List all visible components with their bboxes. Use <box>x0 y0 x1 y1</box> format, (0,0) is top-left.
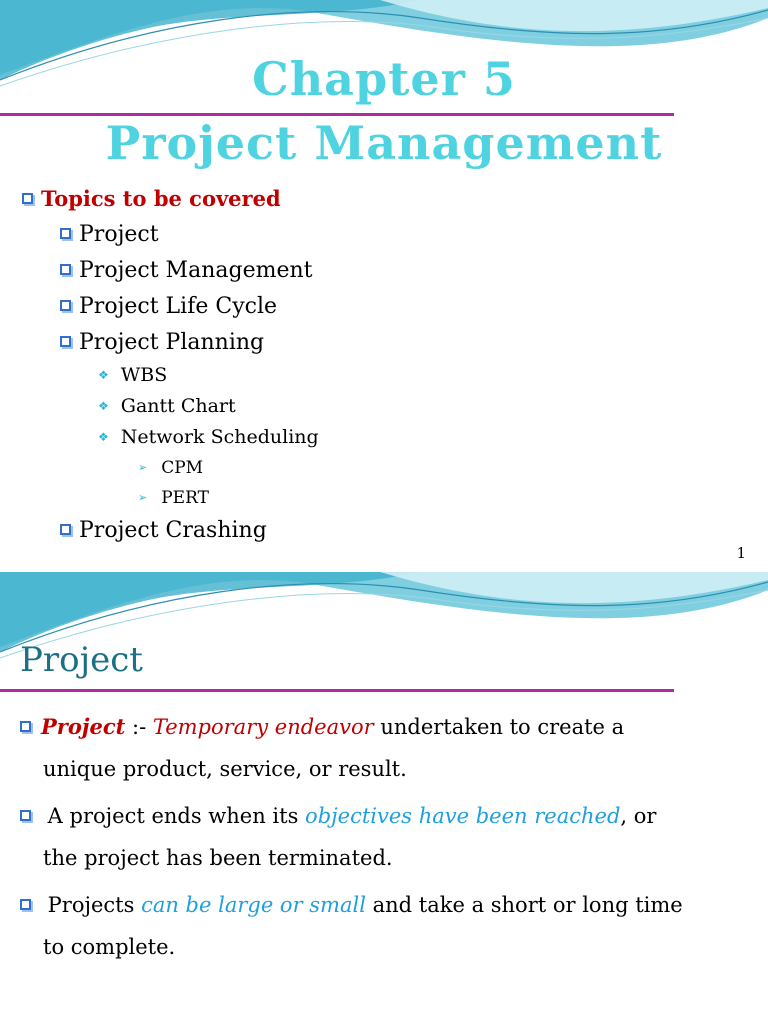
square-bullet-icon <box>20 899 31 910</box>
end-paragraph <box>20 795 736 879</box>
size-paragraph <box>20 884 736 968</box>
square-bullet-icon <box>60 300 71 311</box>
square-bullet-icon <box>60 228 71 239</box>
list-item <box>60 518 267 543</box>
diamond-bullet-icon: ❖ <box>98 368 109 382</box>
slide-title: Project <box>20 640 143 680</box>
chapter-subtitle: Project Management <box>105 116 663 170</box>
square-bullet-icon <box>22 193 33 204</box>
highlight-text: objectives have been reached <box>305 804 621 828</box>
list-item <box>60 294 277 319</box>
topics-heading-row <box>22 186 281 211</box>
sub-list-item <box>98 426 319 448</box>
sub-sub-list-item-label: CPM <box>161 458 204 478</box>
list-item-label: Project Planning <box>79 330 265 355</box>
diamond-bullet-icon: ❖ <box>98 430 109 444</box>
term-definition: Temporary endeavor <box>152 715 374 739</box>
list-item-label: Project Life Cycle <box>79 294 277 319</box>
paragraph-text: unique product, service, or result. <box>43 757 407 781</box>
paragraph-text: and take a short or long time <box>365 893 683 917</box>
sub-list-item-label: Gantt Chart <box>120 395 236 417</box>
list-item <box>60 330 264 355</box>
paragraph-text: the project has been terminated. <box>43 846 393 870</box>
definition-paragraph <box>20 706 736 790</box>
arrow-bullet-icon: ➢ <box>138 461 148 474</box>
term-project: Project <box>41 714 126 739</box>
arrow-bullet-icon: ➢ <box>138 491 148 504</box>
list-item-label: Project <box>79 222 159 247</box>
highlight-text: can be large or small <box>141 893 366 917</box>
square-bullet-icon <box>60 336 71 347</box>
topics-heading: Topics to be covered <box>41 186 281 211</box>
list-item <box>60 222 159 247</box>
sub-list-item <box>98 395 236 417</box>
title-divider <box>0 689 674 692</box>
sub-list-item <box>98 364 167 386</box>
list-item-label: Project Crashing <box>79 518 267 543</box>
sub-sub-list-item-label: PERT <box>161 488 209 508</box>
chapter-title: Chapter 5 <box>252 52 516 106</box>
square-bullet-icon <box>20 721 31 732</box>
paragraph-text: Projects <box>41 893 142 917</box>
sub-sub-list-item <box>138 488 209 508</box>
paragraph-text: to complete. <box>43 935 176 959</box>
paragraph-text: A project ends when its <box>41 804 306 828</box>
page-number: 1 <box>736 544 746 562</box>
diamond-bullet-icon: ❖ <box>98 399 109 413</box>
square-bullet-icon <box>60 524 71 535</box>
separator: :- <box>125 715 153 739</box>
sub-list-item-label: Network Scheduling <box>120 426 319 448</box>
paragraph-text: , or <box>620 804 657 828</box>
list-item-label: Project Management <box>79 258 313 283</box>
square-bullet-icon <box>20 810 31 821</box>
list-item <box>60 258 312 283</box>
square-bullet-icon <box>60 264 71 275</box>
paragraph-text: undertaken to create a <box>373 715 625 739</box>
sub-list-item-label: WBS <box>120 364 168 386</box>
sub-sub-list-item <box>138 458 203 478</box>
